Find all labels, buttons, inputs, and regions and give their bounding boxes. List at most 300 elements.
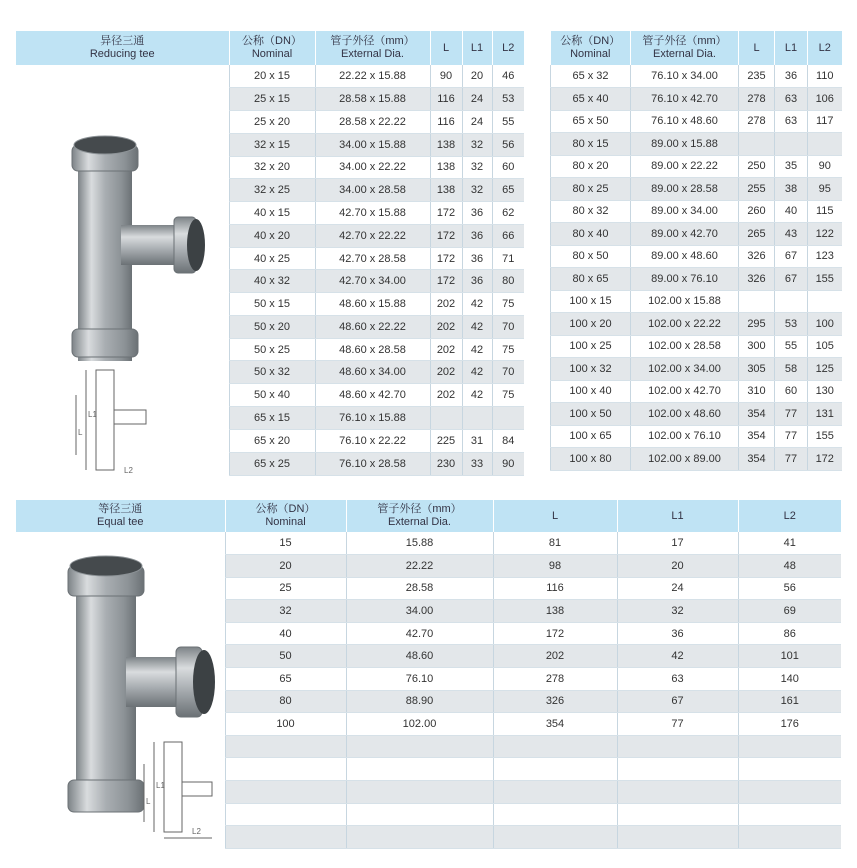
nominal-cell <box>225 826 346 849</box>
l2-cell: 101 <box>738 645 841 668</box>
external-dia-cell: 48.60 x 42.70 <box>315 384 430 407</box>
table-row <box>551 133 842 156</box>
l2-cell: 48 <box>738 555 841 578</box>
l2-header: L2 <box>808 31 842 65</box>
external-dia-cell: 48.60 x 22.22 <box>315 315 430 338</box>
l-cell: 305 <box>739 358 775 381</box>
l2-cell: 176 <box>738 713 841 736</box>
external-dia-cell: 34.00 x 22.22 <box>315 156 430 179</box>
external-dia-cell: 15.88 <box>346 532 493 555</box>
l1-cell: 63 <box>775 88 808 111</box>
nominal-cell: 100 x 80 <box>551 448 631 471</box>
l-cell <box>739 133 775 156</box>
l1-cell: 31 <box>462 429 492 452</box>
l-cell: 354 <box>739 448 775 471</box>
l-cell: 250 <box>739 155 775 178</box>
nominal-cell: 40 x 20 <box>229 224 315 247</box>
l-cell <box>493 758 617 781</box>
l1-cell: 60 <box>775 380 808 403</box>
nominal-cell: 25 x 15 <box>229 88 315 111</box>
l-cell: 354 <box>493 713 617 736</box>
svg-text:L1: L1 <box>88 410 97 419</box>
svg-text:L2: L2 <box>124 466 133 475</box>
l1-cell: 32 <box>462 179 492 202</box>
external-dia-cell: 89.00 x 76.10 <box>631 268 739 291</box>
svg-text:L1: L1 <box>156 781 165 790</box>
l2-cell: 55 <box>492 111 524 134</box>
l1-cell: 55 <box>775 335 808 358</box>
l-cell: 278 <box>739 88 775 111</box>
nominal-cell <box>225 803 346 826</box>
l1-cell <box>462 406 492 429</box>
l1-cell: 42 <box>462 338 492 361</box>
l1-cell: 42 <box>462 361 492 384</box>
l2-cell <box>738 826 841 849</box>
l1-cell: 42 <box>462 293 492 316</box>
table-header-row <box>16 500 841 532</box>
nominal-cell: 50 x 32 <box>229 361 315 384</box>
l-cell: 138 <box>430 133 462 156</box>
l1-cell: 36 <box>462 270 492 293</box>
l2-cell <box>738 758 841 781</box>
l2-cell: 172 <box>808 448 842 471</box>
l-cell: 116 <box>493 577 617 600</box>
l2-cell: 80 <box>492 270 524 293</box>
external-dia-cell: 48.60 x 28.58 <box>315 338 430 361</box>
external-dia-cell <box>346 735 493 758</box>
l2-cell: 62 <box>492 202 524 225</box>
external-dia-cell: 28.58 x 15.88 <box>315 88 430 111</box>
technical-drawing <box>76 370 146 475</box>
l2-cell: 84 <box>492 429 524 452</box>
l-cell: 116 <box>430 111 462 134</box>
l2-cell: 123 <box>808 245 842 268</box>
l1-cell: 35 <box>775 155 808 178</box>
external-dia-header: 管子外径（mm） External Dia. <box>315 31 430 65</box>
nominal-header: 公称（DN） Nominal <box>551 31 631 65</box>
nominal-cell: 50 x 40 <box>229 384 315 407</box>
l2-cell: 56 <box>492 133 524 156</box>
nominal-cell: 20 x 15 <box>229 65 315 88</box>
reducing-tee-table-left <box>16 31 524 476</box>
external-dia-cell: 28.58 <box>346 577 493 600</box>
l1-cell: 36 <box>462 224 492 247</box>
l2-cell <box>738 781 841 804</box>
nominal-cell: 100 x 50 <box>551 403 631 426</box>
external-dia-cell: 48.60 <box>346 645 493 668</box>
l1-cell <box>617 735 738 758</box>
nominal-cell: 65 x 40 <box>551 88 631 111</box>
external-dia-header: 管子外径（mm） External Dia. <box>346 500 493 532</box>
l-cell: 310 <box>739 380 775 403</box>
l2-cell: 155 <box>808 425 842 448</box>
l2-cell: 90 <box>492 452 524 475</box>
tee-fitting-photo <box>72 136 205 361</box>
l2-cell: 75 <box>492 384 524 407</box>
l2-cell: 71 <box>492 247 524 270</box>
table-row <box>551 358 842 381</box>
l-cell <box>493 781 617 804</box>
l1-cell: 77 <box>775 448 808 471</box>
l-cell: 278 <box>739 110 775 133</box>
table-row <box>16 65 524 88</box>
external-dia-cell: 102.00 x 15.88 <box>631 290 739 313</box>
l-cell: 202 <box>430 361 462 384</box>
l1-cell: 17 <box>617 532 738 555</box>
external-dia-cell: 102.00 <box>346 713 493 736</box>
l1-cell: 42 <box>462 384 492 407</box>
l2-cell: 46 <box>492 65 524 88</box>
l2-cell: 140 <box>738 668 841 691</box>
l1-header: L1 <box>462 31 492 65</box>
external-dia-cell: 48.60 x 34.00 <box>315 361 430 384</box>
table-row <box>551 313 842 336</box>
table-row <box>551 110 842 133</box>
table-row <box>551 335 842 358</box>
external-dia-cell: 76.10 x 28.58 <box>315 452 430 475</box>
l1-cell: 24 <box>462 88 492 111</box>
external-dia-cell: 89.00 x 22.22 <box>631 155 739 178</box>
l1-header: L1 <box>617 500 738 532</box>
l1-cell: 33 <box>462 452 492 475</box>
l2-cell: 41 <box>738 532 841 555</box>
svg-text:L: L <box>78 428 83 437</box>
table-row <box>551 65 842 88</box>
l2-header: L2 <box>492 31 524 65</box>
l-header: L <box>430 31 462 65</box>
nominal-cell: 100 x 20 <box>551 313 631 336</box>
l1-cell: 24 <box>617 577 738 600</box>
table-header-row <box>551 31 842 65</box>
l1-cell: 77 <box>617 713 738 736</box>
l2-cell: 161 <box>738 690 841 713</box>
l2-cell: 60 <box>492 156 524 179</box>
l1-cell: 36 <box>462 202 492 225</box>
l1-cell: 67 <box>775 245 808 268</box>
l1-cell: 20 <box>617 555 738 578</box>
external-dia-cell: 22.22 <box>346 555 493 578</box>
l-cell <box>739 290 775 313</box>
svg-text:L2: L2 <box>192 827 201 836</box>
l-cell: 255 <box>739 178 775 201</box>
l2-cell: 56 <box>738 577 841 600</box>
table-row <box>551 200 842 223</box>
external-dia-cell: 76.10 <box>346 668 493 691</box>
external-dia-cell: 102.00 x 89.00 <box>631 448 739 471</box>
nominal-cell: 15 <box>225 532 346 555</box>
l-cell: 300 <box>739 335 775 358</box>
l1-cell <box>617 803 738 826</box>
l-cell: 172 <box>430 247 462 270</box>
external-dia-cell: 48.60 x 15.88 <box>315 293 430 316</box>
external-dia-cell: 88.90 <box>346 690 493 713</box>
external-dia-cell: 89.00 x 34.00 <box>631 200 739 223</box>
external-dia-cell: 102.00 x 42.70 <box>631 380 739 403</box>
l1-cell: 53 <box>775 313 808 336</box>
l2-cell <box>738 735 841 758</box>
equal-tee-table <box>16 500 841 849</box>
equal-tee-illustration <box>16 532 221 842</box>
l2-cell: 130 <box>808 380 842 403</box>
external-dia-cell: 102.00 x 22.22 <box>631 313 739 336</box>
l1-cell: 77 <box>775 403 808 426</box>
nominal-cell: 65 x 50 <box>551 110 631 133</box>
l1-cell <box>775 290 808 313</box>
external-dia-cell: 42.70 x 28.58 <box>315 247 430 270</box>
l2-cell: 100 <box>808 313 842 336</box>
nominal-cell: 40 x 15 <box>229 202 315 225</box>
external-dia-cell: 89.00 x 28.58 <box>631 178 739 201</box>
l-cell: 138 <box>430 179 462 202</box>
l1-cell: 36 <box>775 65 808 88</box>
nominal-cell: 65 x 20 <box>229 429 315 452</box>
external-dia-cell <box>346 781 493 804</box>
l-cell: 202 <box>430 338 462 361</box>
table-row <box>551 245 842 268</box>
nominal-cell: 80 x 65 <box>551 268 631 291</box>
nominal-cell: 50 x 20 <box>229 315 315 338</box>
l1-cell: 40 <box>775 200 808 223</box>
nominal-header: 公称（DN） Nominal <box>225 500 346 532</box>
nominal-cell: 40 x 32 <box>229 270 315 293</box>
external-dia-cell: 89.00 x 42.70 <box>631 223 739 246</box>
external-dia-cell: 89.00 x 15.88 <box>631 133 739 156</box>
l-cell: 98 <box>493 555 617 578</box>
l1-cell: 77 <box>775 425 808 448</box>
l-cell: 81 <box>493 532 617 555</box>
l1-cell: 63 <box>775 110 808 133</box>
l2-header: L2 <box>738 500 841 532</box>
l-cell: 172 <box>430 202 462 225</box>
nominal-cell: 100 x 32 <box>551 358 631 381</box>
nominal-cell: 25 <box>225 577 346 600</box>
external-dia-cell: 42.70 x 15.88 <box>315 202 430 225</box>
l-cell: 202 <box>493 645 617 668</box>
external-dia-cell: 42.70 <box>346 622 493 645</box>
nominal-cell: 32 <box>225 600 346 623</box>
nominal-cell: 40 x 25 <box>229 247 315 270</box>
l2-cell: 66 <box>492 224 524 247</box>
nominal-cell: 65 x 25 <box>229 452 315 475</box>
l2-cell: 86 <box>738 622 841 645</box>
external-dia-cell: 76.10 x 34.00 <box>631 65 739 88</box>
l2-cell: 122 <box>808 223 842 246</box>
l1-header: L1 <box>775 31 808 65</box>
l2-cell: 125 <box>808 358 842 381</box>
external-dia-cell: 102.00 x 48.60 <box>631 403 739 426</box>
l-cell: 354 <box>739 425 775 448</box>
table-row <box>551 290 842 313</box>
l2-cell: 95 <box>808 178 842 201</box>
svg-text:L: L <box>146 797 151 806</box>
nominal-cell: 32 x 15 <box>229 133 315 156</box>
l1-cell: 67 <box>775 268 808 291</box>
l-cell: 138 <box>493 600 617 623</box>
nominal-cell: 80 x 20 <box>551 155 631 178</box>
l-cell: 230 <box>430 452 462 475</box>
technical-drawing <box>144 742 212 838</box>
table-row <box>551 448 842 471</box>
l-header: L <box>493 500 617 532</box>
external-dia-cell: 76.10 x 15.88 <box>315 406 430 429</box>
l-cell: 202 <box>430 315 462 338</box>
product-image-cell <box>16 65 229 475</box>
l-cell: 172 <box>493 622 617 645</box>
l-cell <box>493 735 617 758</box>
nominal-cell <box>225 735 346 758</box>
external-dia-cell <box>346 803 493 826</box>
table-row <box>551 268 842 291</box>
nominal-cell: 50 x 15 <box>229 293 315 316</box>
nominal-cell: 50 x 25 <box>229 338 315 361</box>
table-row <box>551 88 842 111</box>
l-cell: 172 <box>430 270 462 293</box>
nominal-cell: 100 x 40 <box>551 380 631 403</box>
nominal-cell: 100 x 15 <box>551 290 631 313</box>
external-dia-header: 管子外径（mm） External Dia. <box>631 31 739 65</box>
l1-cell: 32 <box>462 156 492 179</box>
l-cell: 326 <box>493 690 617 713</box>
nominal-cell: 65 x 32 <box>551 65 631 88</box>
l1-cell: 32 <box>462 133 492 156</box>
l-cell: 295 <box>739 313 775 336</box>
l2-cell <box>492 406 524 429</box>
l-cell: 202 <box>430 293 462 316</box>
external-dia-cell: 22.22 x 15.88 <box>315 65 430 88</box>
l1-cell: 24 <box>462 111 492 134</box>
l-cell <box>493 826 617 849</box>
nominal-cell: 80 x 50 <box>551 245 631 268</box>
nominal-cell: 40 <box>225 622 346 645</box>
l2-cell: 115 <box>808 200 842 223</box>
nominal-cell: 100 x 65 <box>551 425 631 448</box>
tee-fitting-photo <box>68 556 215 812</box>
nominal-cell: 65 <box>225 668 346 691</box>
l1-cell: 20 <box>462 65 492 88</box>
nominal-cell: 50 <box>225 645 346 668</box>
external-dia-cell <box>346 826 493 849</box>
table-row <box>551 380 842 403</box>
nominal-cell <box>225 781 346 804</box>
l2-cell <box>738 803 841 826</box>
l1-cell <box>775 133 808 156</box>
table-row <box>551 155 842 178</box>
l2-cell <box>808 133 842 156</box>
external-dia-cell: 76.10 x 48.60 <box>631 110 739 133</box>
nominal-cell: 20 <box>225 555 346 578</box>
l1-cell: 32 <box>617 600 738 623</box>
l-cell: 326 <box>739 245 775 268</box>
external-dia-cell: 102.00 x 76.10 <box>631 425 739 448</box>
product-name-header: 异径三通 Reducing tee <box>16 31 229 65</box>
product-image-cell <box>16 532 225 848</box>
nominal-cell <box>225 758 346 781</box>
l-cell: 354 <box>739 403 775 426</box>
table-row <box>551 178 842 201</box>
external-dia-cell: 76.10 x 42.70 <box>631 88 739 111</box>
l2-cell: 53 <box>492 88 524 111</box>
nominal-cell: 25 x 20 <box>229 111 315 134</box>
l-cell: 225 <box>430 429 462 452</box>
table-row <box>551 425 842 448</box>
l1-cell <box>617 781 738 804</box>
l2-cell: 117 <box>808 110 842 133</box>
l2-cell: 105 <box>808 335 842 358</box>
l2-cell: 69 <box>738 600 841 623</box>
l-cell: 138 <box>430 156 462 179</box>
l1-cell <box>617 826 738 849</box>
external-dia-cell: 102.00 x 34.00 <box>631 358 739 381</box>
l2-cell: 131 <box>808 403 842 426</box>
l2-cell: 70 <box>492 315 524 338</box>
nominal-cell: 32 x 25 <box>229 179 315 202</box>
nominal-cell: 80 x 32 <box>551 200 631 223</box>
nominal-cell: 80 x 15 <box>551 133 631 156</box>
reducing-tee-illustration <box>16 65 221 475</box>
reducing-tee-table-right <box>550 31 842 471</box>
l1-cell: 43 <box>775 223 808 246</box>
external-dia-cell: 102.00 x 28.58 <box>631 335 739 358</box>
external-dia-cell: 42.70 x 22.22 <box>315 224 430 247</box>
table-row <box>551 223 842 246</box>
table-row <box>16 532 841 555</box>
table-row <box>551 403 842 426</box>
l2-cell: 155 <box>808 268 842 291</box>
l1-cell: 42 <box>462 315 492 338</box>
l-cell <box>430 406 462 429</box>
nominal-cell: 80 x 25 <box>551 178 631 201</box>
l1-cell: 63 <box>617 668 738 691</box>
external-dia-cell <box>346 758 493 781</box>
external-dia-cell: 34.00 x 15.88 <box>315 133 430 156</box>
l-header: L <box>739 31 775 65</box>
l-cell: 202 <box>430 384 462 407</box>
nominal-header: 公称（DN） Nominal <box>229 31 315 65</box>
l2-cell <box>808 290 842 313</box>
l1-cell: 38 <box>775 178 808 201</box>
l-cell: 265 <box>739 223 775 246</box>
l2-cell: 75 <box>492 338 524 361</box>
l-cell: 116 <box>430 88 462 111</box>
nominal-cell: 100 x 25 <box>551 335 631 358</box>
l-cell: 260 <box>739 200 775 223</box>
l2-cell: 110 <box>808 65 842 88</box>
external-dia-cell: 34.00 <box>346 600 493 623</box>
l1-cell <box>617 758 738 781</box>
l1-cell: 58 <box>775 358 808 381</box>
l1-cell: 36 <box>462 247 492 270</box>
external-dia-cell: 76.10 x 22.22 <box>315 429 430 452</box>
l2-cell: 75 <box>492 293 524 316</box>
l-cell: 235 <box>739 65 775 88</box>
nominal-cell: 32 x 20 <box>229 156 315 179</box>
l1-cell: 36 <box>617 622 738 645</box>
l2-cell: 106 <box>808 88 842 111</box>
l1-cell: 42 <box>617 645 738 668</box>
external-dia-cell: 28.58 x 22.22 <box>315 111 430 134</box>
external-dia-cell: 34.00 x 28.58 <box>315 179 430 202</box>
l2-cell: 65 <box>492 179 524 202</box>
nominal-cell: 80 x 40 <box>551 223 631 246</box>
nominal-cell: 80 <box>225 690 346 713</box>
table-header-row <box>16 31 524 65</box>
l2-cell: 90 <box>808 155 842 178</box>
l-cell: 172 <box>430 224 462 247</box>
l-cell: 326 <box>739 268 775 291</box>
l2-cell: 70 <box>492 361 524 384</box>
l-cell <box>493 803 617 826</box>
external-dia-cell: 89.00 x 48.60 <box>631 245 739 268</box>
